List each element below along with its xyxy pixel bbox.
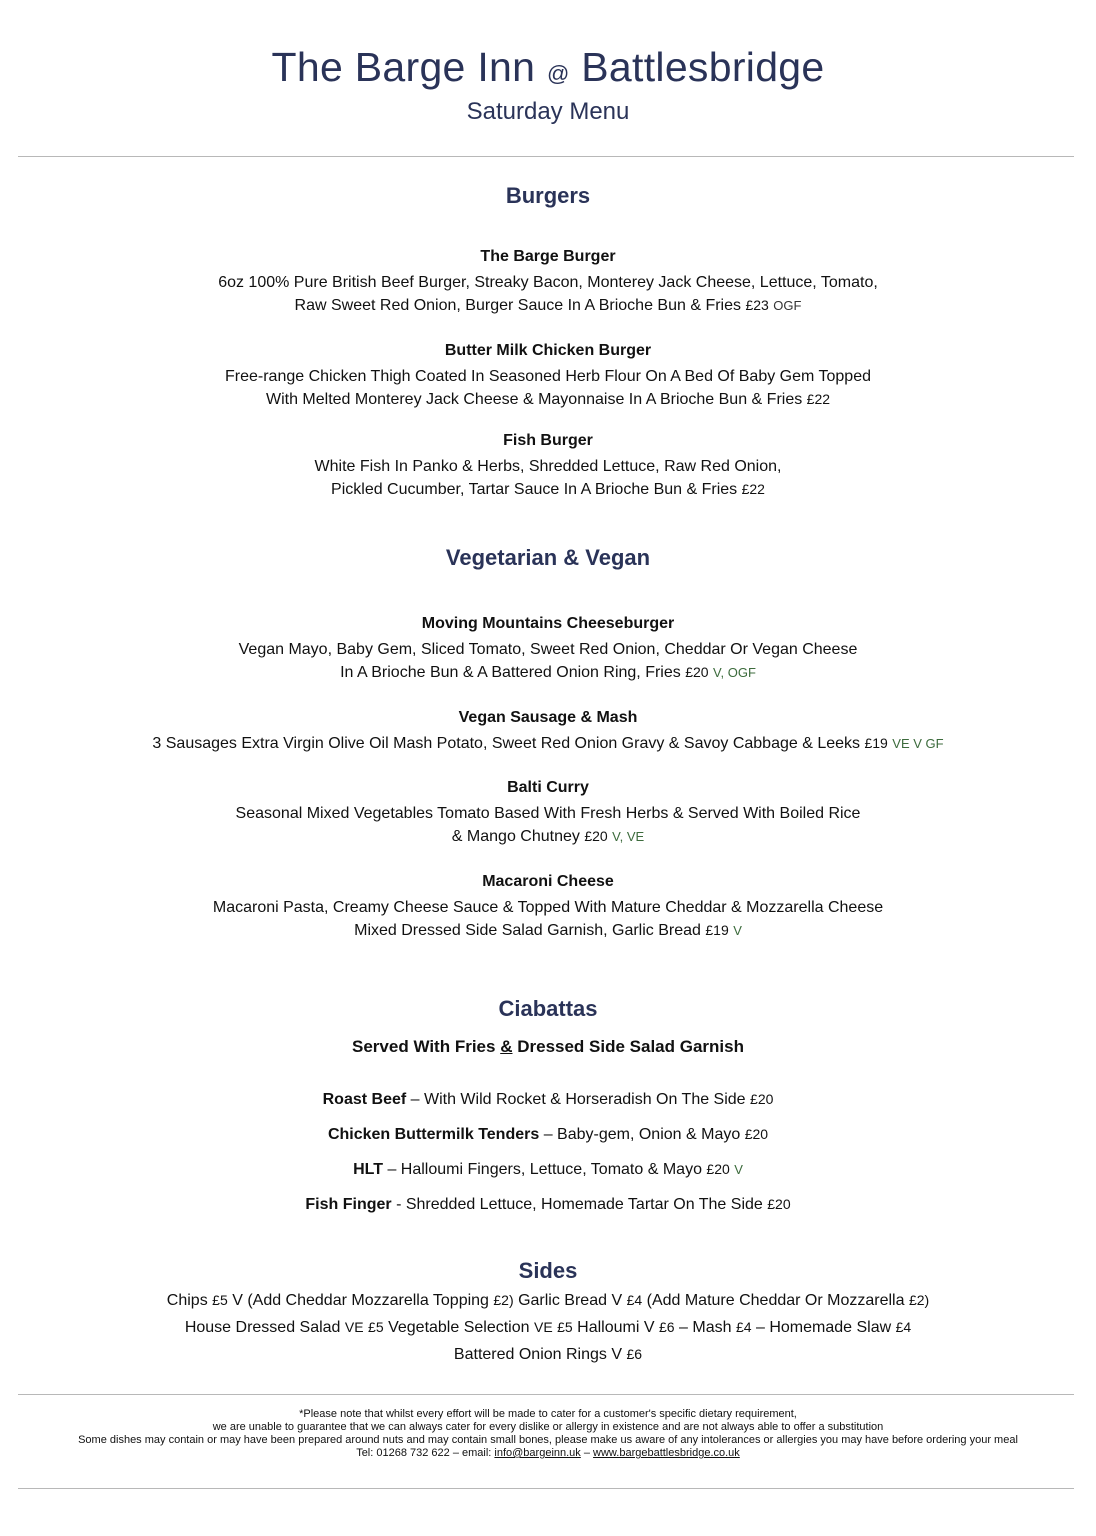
item-description <box>0 732 1096 755</box>
side-name: Chips <box>166 1292 208 1309</box>
sides-list <box>0 1287 1096 1368</box>
item-price: £22 <box>741 481 765 497</box>
side-tag: V <box>611 1346 623 1363</box>
side-name: Halloumi <box>577 1319 640 1336</box>
sides-line <box>0 1314 1096 1341</box>
sides-line <box>0 1341 1096 1368</box>
item-description <box>0 802 1096 848</box>
ciabatta-desc: – Baby-gem, Onion & Mayo <box>539 1126 741 1143</box>
ciabatta-name: Fish Finger <box>305 1196 392 1213</box>
side-name: – Homemade Slaw <box>755 1319 892 1336</box>
ciabatta-tags: V <box>734 1162 743 1177</box>
footer-line: Some dishes may contain or may have been prepared around nuts and may contain small bones, please make us aware of any intolerances or allergies you may have before ordering your meal <box>78 1434 1018 1446</box>
section-heading-sides: Sides <box>518 1258 578 1283</box>
item-description <box>0 638 1096 684</box>
ciabatta-desc: – With Wild Rocket & Horseradish On The Side <box>406 1091 746 1108</box>
item-description <box>0 271 1096 317</box>
header-divider <box>18 156 1074 157</box>
ciabatta-price: £20 <box>767 1196 791 1212</box>
side-tag: V <box>643 1319 655 1336</box>
subheading-amp: & <box>500 1037 513 1056</box>
ciabatta-name: Roast Beef <box>322 1091 407 1108</box>
title-main: The Barge Inn <box>271 44 536 90</box>
side-price: £6 <box>658 1319 675 1335</box>
side-tag: VE <box>533 1319 553 1335</box>
ciabatta-price: £20 <box>706 1161 730 1177</box>
subheading-text: Served With Fries <box>352 1037 496 1056</box>
item-name: Balti Curry <box>507 779 589 796</box>
item-price: £19 <box>705 922 729 938</box>
item-desc-line <box>0 661 1096 684</box>
ciabatta-desc: – Halloumi Fingers, Lettuce, Tomato & Mayo <box>383 1161 702 1178</box>
item-desc-line: White Fish In Panko & Herbs, Shredded Lettuce, Raw Red Onion, <box>314 458 782 475</box>
side-price: £2) <box>908 1292 930 1308</box>
side-tag: V <box>232 1292 243 1309</box>
item-desc-text: With Melted Monterey Jack Cheese & Mayonnaise In A Brioche Bun & Fries <box>265 391 803 408</box>
item-price: £23 <box>745 297 769 313</box>
item-tags: V, VE <box>612 829 645 844</box>
footer-line: we are unable to guarantee that we can always cater for every dislike or allergy in existence and are not always able to offer a substitution <box>212 1421 884 1433</box>
item-tags: OGF <box>773 298 802 313</box>
item-desc-line <box>0 478 1096 501</box>
item-desc-line: Vegan Mayo, Baby Gem, Sliced Tomato, Sweet Red Onion, Cheddar Or Vegan Cheese <box>238 641 858 658</box>
item-desc-text: In A Brioche Bun & A Battered Onion Ring, Fries <box>340 664 681 681</box>
footer-tel: Tel: 01268 732 622 – email: <box>356 1447 492 1459</box>
item-price: £20 <box>584 828 608 844</box>
item-desc-line: Macaroni Pasta, Creamy Cheese Sauce & Topped With Mature Cheddar & Mozzarella Cheese <box>212 899 884 916</box>
ciabatta-item <box>0 1126 1096 1144</box>
subheading-text: Dressed Side Salad Garnish <box>517 1037 744 1056</box>
website-link[interactable]: www.bargebattlesbridge.co.uk <box>593 1447 740 1459</box>
side-price: £4 <box>895 1319 912 1335</box>
side-name: – Mash <box>679 1319 732 1336</box>
side-price: £5 <box>368 1319 384 1335</box>
ciabattas-subheading <box>0 1037 1096 1057</box>
item-desc-text: 3 Sausages Extra Virgin Olive Oil Mash Potato, Sweet Red Onion Gravy & Savoy Cabbage & Leeks <box>152 735 861 752</box>
page-subtitle: Saturday Menu <box>466 98 630 125</box>
item-desc-line: Free-range Chicken Thigh Coated In Seasoned Herb Flour On A Bed Of Baby Gem Topped <box>224 368 871 385</box>
ciabatta-item <box>0 1196 1096 1214</box>
ciabatta-item <box>0 1161 1096 1179</box>
sides-line <box>0 1287 1096 1314</box>
side-name: (Add Cheddar Mozzarella Topping <box>247 1292 489 1309</box>
item-name: Vegan Sausage & Mash <box>458 709 638 726</box>
footer-notes <box>0 1408 1096 1460</box>
item-tags: V, OGF <box>713 665 756 680</box>
item-name: Butter Milk Chicken Burger <box>444 342 652 359</box>
item-desc-text: Raw Sweet Red Onion, Burger Sauce In A Brioche Bun & Fries <box>294 297 741 314</box>
item-desc-line <box>0 732 1096 755</box>
item-price: £20 <box>685 664 709 680</box>
title-at: @ <box>546 61 570 86</box>
section-heading-burgers: Burgers <box>505 183 591 208</box>
side-tag: V <box>611 1292 623 1309</box>
section-heading-ciabattas: Ciabattas <box>498 996 598 1021</box>
item-desc-line <box>0 294 1096 317</box>
title-place: Battlesbridge <box>581 44 825 90</box>
item-description <box>0 365 1096 411</box>
item-price: £19 <box>864 735 888 751</box>
ciabatta-price: £20 <box>744 1126 769 1142</box>
item-desc-line: 6oz 100% Pure British Beef Burger, Streaky Bacon, Monterey Jack Cheese, Lettuce, Tomato, <box>218 274 878 291</box>
side-price: £4 <box>735 1319 752 1335</box>
ciabatta-desc: - Shredded Lettuce, Homemade Tartar On The Side <box>391 1196 763 1213</box>
page-title <box>0 44 1096 91</box>
footer-line: *Please note that whilst every effort will be made to cater for a customer's specific dietary requirement, <box>299 1408 797 1420</box>
item-description <box>0 896 1096 942</box>
ciabatta-item <box>0 1091 1096 1109</box>
side-price: £5 <box>212 1292 228 1308</box>
section-heading-vegetarian: Vegetarian & Vegan <box>445 545 651 570</box>
item-desc-text: Mixed Dressed Side Salad Garnish, Garlic Bread <box>354 922 701 939</box>
ciabatta-name: Chicken Buttermilk Tenders <box>327 1126 540 1143</box>
side-price: £4 <box>626 1292 643 1308</box>
item-name: Fish Burger <box>503 432 593 449</box>
footer-contact <box>0 1447 1096 1460</box>
item-name: Macaroni Cheese <box>482 873 614 890</box>
item-tags: V <box>733 923 742 938</box>
side-name: Battered Onion Rings <box>453 1346 607 1363</box>
ciabatta-name: HLT <box>353 1161 383 1178</box>
item-name: Moving Mountains Cheeseburger <box>421 615 675 632</box>
side-tag: VE <box>344 1319 364 1335</box>
item-desc-line <box>0 388 1096 411</box>
item-desc-text: & Mango Chutney <box>451 828 580 845</box>
side-name: House Dressed Salad <box>184 1319 341 1336</box>
footer-divider-top <box>18 1394 1074 1395</box>
footer-divider-bottom <box>18 1488 1074 1489</box>
side-price: £2) <box>493 1292 514 1308</box>
footer-sep: – <box>583 1447 590 1459</box>
side-price: £5 <box>557 1319 573 1335</box>
item-desc-line: Seasonal Mixed Vegetables Tomato Based With Fresh Herbs & Served With Boiled Rice <box>235 805 861 822</box>
item-desc-line <box>0 919 1096 942</box>
ciabatta-price: £20 <box>750 1091 774 1107</box>
item-name: The Barge Burger <box>480 248 616 265</box>
item-desc-text: Pickled Cucumber, Tartar Sauce In A Brioche Bun & Fries <box>331 481 738 498</box>
email-link[interactable]: info@bargeinn.uk <box>494 1447 581 1459</box>
side-name: Vegetable Selection <box>388 1319 530 1336</box>
side-price: £6 <box>626 1346 643 1362</box>
item-desc-line <box>0 825 1096 848</box>
side-name: (Add Mature Cheddar Or Mozzarella <box>646 1292 905 1309</box>
item-price: £22 <box>806 391 831 407</box>
side-name: Garlic Bread <box>518 1292 607 1309</box>
item-tags: VE V GF <box>892 736 944 751</box>
item-description <box>0 455 1096 501</box>
